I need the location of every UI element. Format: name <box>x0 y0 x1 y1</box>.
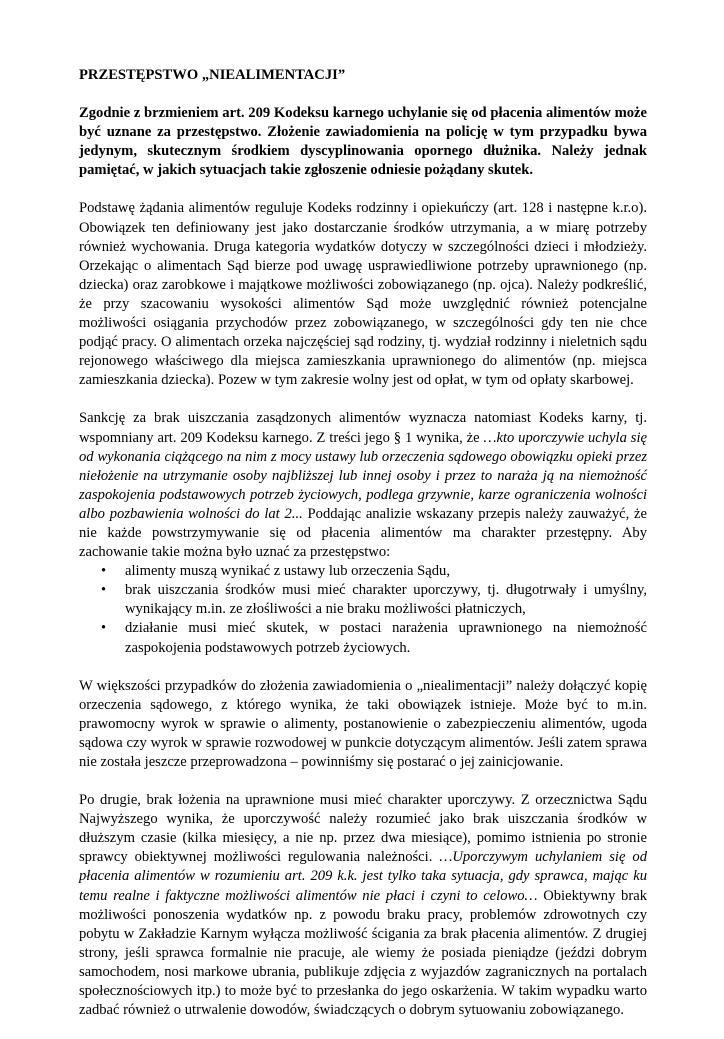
bullet-symbol: • <box>101 582 107 599</box>
paragraph-persistence-intro: Po drugie, brak łożenia na uprawnione musi mieć charakter uporczywy. Z orzecznictwa Sądu Najwyższego wynika, że uporczywość należy rozumieć jako brak uiszczania środków w dłuższym czasie (kilka miesięcy, a nie np. przez dwa miesiące), pomimo istnienia po stronie sprawcy obiektywnej możliwości regulowania należności. <box>79 792 647 866</box>
paragraph-court-order: W większości przypadków do złożenia zawiadomienia o „niealimentacji” należy dołączyć kopię orzeczenia sądowego, z którego wynika, że taki obowiązek istnieje. Może być to m.in. prawomocny wyrok w sprawie o alimenty, postanowienie o zabezpieczeniu alimentów, ugoda sądowa czy wyrok w sprawie rozwodowej w punkcie dotyczącym alimentów. Jeśli zatem sprawa nie została jeszcze przeprowadzona – powinniśmy się postarać o jej zainicjowanie. <box>79 677 647 770</box>
list-item-text: brak uiszczania środków musi mieć charakter uporczywy, tj. długotrwały i umyślny, wynikający m.in. ze złośliwości a nie braku możliwości płatniczych, <box>125 582 647 618</box>
statute-quote: …kto uporczywie uchyla się od wykonania ciążącego na nim z mocy ustawy lub orzeczenia sądowego obowiązku opieki przez niełożenie na utrzymanie osoby najbliższej lub innej osoby i przez to naraża ją na niemożność zaspokojenia podstawowych potrzeb życiowych, podlega grzywnie, karze ograniczenia wolności albo pozbawienia wolności do lat 2... <box>79 429 647 522</box>
lead-paragraph: Zgodnie z brzmieniem art. 209 Kodeksu karnego uchylanie się od płacenia alimentów może być uznane za przestępstwo. Złożenie zawiadomienia na policję w tym przypadku bywa jedynym, skutecznym środkiem dyscyplinowania opornego dłużnika. Należy jednak pamiętać, w jakich sytuacjach takie zgłoszenie odniesie pożądany skutek. <box>79 105 647 179</box>
document-page <box>79 66 647 1039</box>
list-item <box>79 562 647 581</box>
conditions-list <box>79 562 647 657</box>
paragraph-criminal-code-intro: Sankcję za brak uiszczania zasądzonych alimentów wyznacza natomiast Kodeks karny, tj. wspomniany art. 209 Kodeksu karnego. Z treści jego § 1 wynika, że <box>79 410 647 446</box>
paragraph-persistence <box>79 791 647 1020</box>
list-item-text: alimenty muszą wynikać z ustawy lub orzeczenia Sądu, <box>125 563 451 580</box>
paragraph-criminal-code-outro: Poddając analizie wskazany przepis należy zauważyć, że nie każde powstrzymywanie się od płacenia alimentów ma charakter przestępny. Aby zachowanie takie można było uznać za przestępstwo: <box>79 505 647 561</box>
bullet-symbol: • <box>101 620 107 637</box>
list-item <box>79 581 647 619</box>
paragraph-legal-basis: Podstawę żądania alimentów reguluje Kodeks rodzinny i opiekuńczy (art. 128 i następne k.r.o). Obowiązek ten definiowany jest jako dostarczanie środków utrzymania, a w miarę potrzeby również wychowania. Druga kategoria wydatków dotyczy w szczególności dzieci i młodzieży. Orzekając o alimentach Sąd bierze pod uwagę usprawiedliwione potrzeby uprawnionego (np. dziecka) oraz zarobkowe i majątkowe możliwości zobowiązanego (np. ojca). Należy podkreślić, że przy szacowaniu wysokości alimentów Sąd może uwzględnić również potencjalne możliwości osiągania przychodów przez zobowiązanego, w szczególności gdy ten nie chce podjąć pracy. O alimentach orzeka najczęściej sąd rodziny, tj. wydział rodzinny i nieletnich sądu rejonowego właściwego dla miejsca zamieszkania uprawnionego do alimentów (np. miejsca zamieszkania dziecka). Pozew w tym zakresie wolny jest od opłat, w tym od opłaty skarbowej. <box>79 200 647 389</box>
list-item-text: działanie musi mieć skutek, w postaci narażenia uprawnionego na niemożność zaspokojenia podstawowych potrzeb życiowych. <box>125 620 647 656</box>
paragraph-persistence-outro: Obiektywny brak możliwości ponoszenia wydatków np. z powodu braku pracy, problemów zdrowotnych czy pobytu w Zakładzie Karnym wyłącza możliwość ścigania za brak płacenia alimentów. Z drugiej strony, jeśli sprawca formalnie nie pracuje, ale wiemy że posiada pieniądze (jeździ dobrym samochodem, nosi markowe ubrania, publikuje zdjęcia z wyjazdów zagranicznych na portalach społecznościowych itp.) to może być to przesłanka do jego oskarżenia. W takim wypadku warto zadbać również o utrwalenie dowodów, świadczących o dobrym sytuowaniu zobowiązanego. <box>79 887 647 1019</box>
supreme-court-quote: …Uporczywym uchylaniem się od płacenia alimentów w rozumieniu art. 209 k.k. jest tylko taka sytuacja, gdy sprawca, mając ku temu realne i faktyczne możliwości alimentów nie płaci i czyni to celowo… <box>79 849 647 904</box>
document-title: PRZESTĘPSTWO „NIEALIMENTACJI” <box>79 67 346 83</box>
list-item <box>79 619 647 657</box>
bullet-symbol: • <box>101 563 107 580</box>
paragraph-criminal-code <box>79 409 647 562</box>
